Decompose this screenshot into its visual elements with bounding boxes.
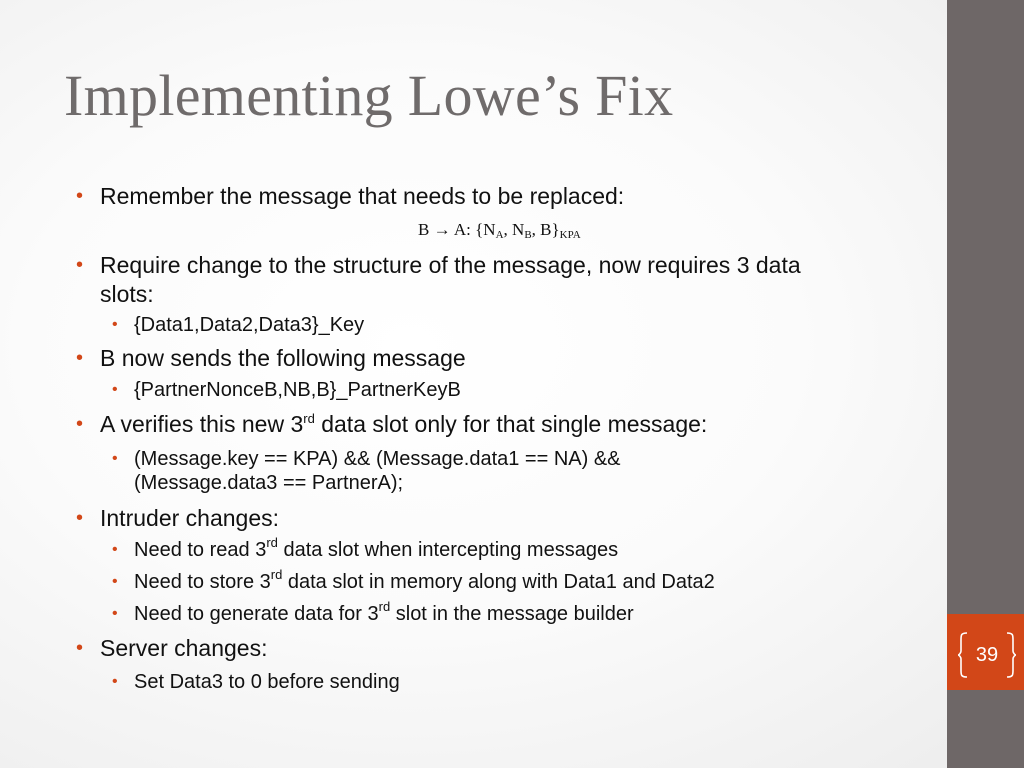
text-run: data slot only for that single message: bbox=[314, 411, 708, 437]
sub-bullet-text: {Data1,Data2,Data3}_Key bbox=[134, 314, 365, 336]
message-formula bbox=[418, 220, 581, 241]
sub-bullet-text: Set Data3 to 0 before sending bbox=[134, 671, 400, 693]
superscript: rd bbox=[378, 599, 391, 614]
bullet-marker: • bbox=[76, 347, 84, 369]
superscript: rd bbox=[270, 567, 283, 582]
sub-bullet-text bbox=[134, 447, 621, 495]
text-run: slot in the message builder bbox=[390, 603, 634, 625]
slide-title: Implementing Lowe’s Fix bbox=[64, 63, 674, 128]
bullet-text: B now sends the following message bbox=[100, 345, 466, 371]
sub-bullet-text-line: (Message.data3 == PartnerA); bbox=[134, 472, 404, 494]
formula-subscript: B bbox=[524, 229, 532, 241]
bullet-text-line: Require change to the structure of the message, now requires 3 data bbox=[100, 252, 801, 278]
bullet-marker: • bbox=[112, 541, 118, 558]
bullet-marker: • bbox=[112, 316, 118, 333]
text-run: Need to store 3 bbox=[134, 571, 271, 593]
sub-bullet-text-line: (Message.key == KPA) && (Message.data1 == NA) && bbox=[134, 448, 621, 470]
text-run: data slot when intercepting messages bbox=[277, 539, 619, 561]
bullet-marker: • bbox=[76, 507, 84, 529]
superscript: rd bbox=[303, 411, 315, 426]
superscript: rd bbox=[266, 535, 278, 550]
formula-subscript: A bbox=[495, 229, 504, 241]
bullet-marker: • bbox=[76, 637, 84, 659]
bullet-marker: • bbox=[112, 381, 118, 398]
bullet-text-line: slots: bbox=[100, 281, 154, 307]
sub-bullet-text: {PartnerNonceB,NB,B}_PartnerKeyB bbox=[134, 379, 461, 401]
sub-bullet-text bbox=[134, 599, 634, 626]
bullet-marker: • bbox=[112, 605, 118, 622]
formula-subscript: KPA bbox=[559, 229, 581, 241]
text-run: Need to read 3 bbox=[134, 539, 267, 561]
bullet-marker: • bbox=[76, 185, 84, 207]
bullet-text: Intruder changes: bbox=[100, 505, 280, 531]
formula-text: B → A: {N bbox=[418, 220, 496, 239]
formula-text: , N bbox=[503, 220, 525, 239]
bullet-text: Remember the message that needs to be replaced: bbox=[100, 183, 625, 209]
bullet-marker: • bbox=[112, 450, 118, 467]
bullet-marker: • bbox=[76, 254, 84, 276]
text-run: A verifies this new 3 bbox=[100, 411, 304, 437]
text-run: data slot in memory along with Data1 and Data2 bbox=[282, 571, 715, 593]
bullet-marker: • bbox=[76, 413, 84, 435]
bullet-text: Server changes: bbox=[100, 635, 268, 661]
text-run: Need to generate data for 3 bbox=[134, 603, 379, 625]
page-number: 39 bbox=[975, 644, 999, 666]
bullet-marker: • bbox=[112, 573, 118, 590]
sub-bullet-text bbox=[134, 535, 619, 562]
bullet-text bbox=[100, 251, 801, 309]
bullet-text bbox=[100, 410, 707, 439]
formula-text: , B} bbox=[531, 220, 560, 239]
bullet-marker: • bbox=[112, 673, 118, 690]
sub-bullet-text bbox=[134, 567, 715, 594]
